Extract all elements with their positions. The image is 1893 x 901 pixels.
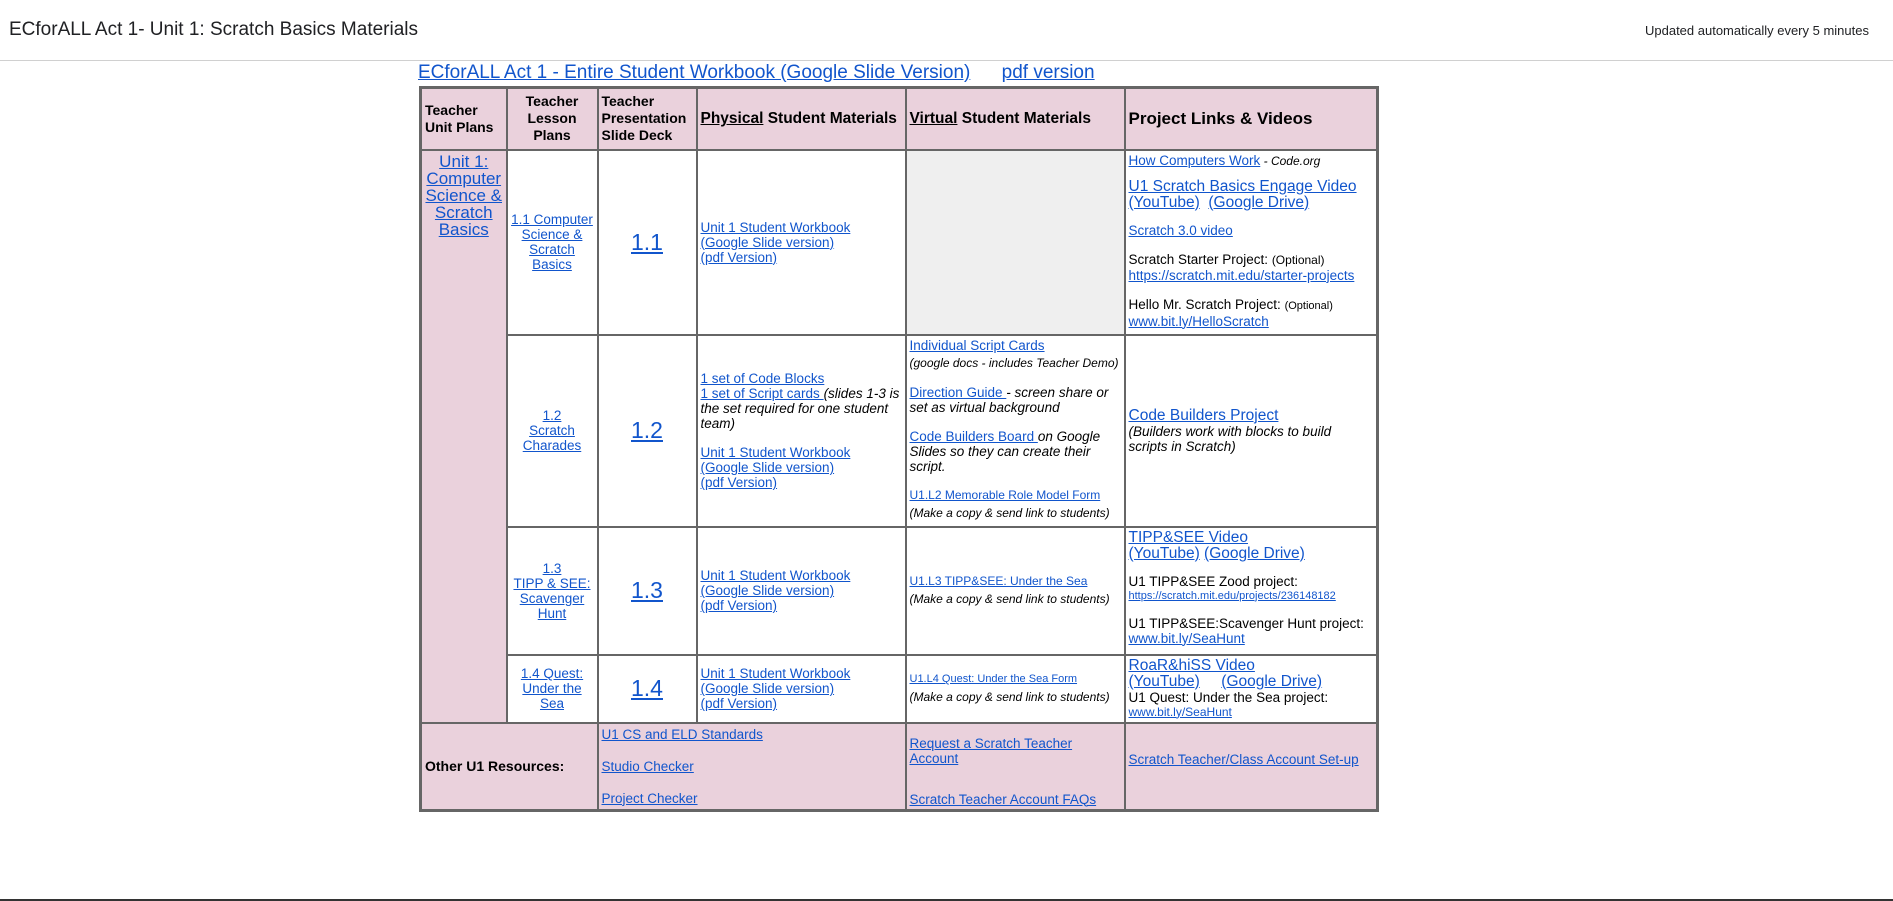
lesson-number: 1.3 — [542, 560, 562, 576]
setup-cell — [1125, 723, 1378, 811]
header-unit-plans: Teacher Unit Plans — [421, 88, 507, 150]
code-builders-board-link[interactable]: Code Builders Board — [909, 428, 1038, 444]
workbook-pdf-link[interactable]: (pdf Version) — [700, 249, 778, 265]
slide-1-2-link[interactable]: 1.2 — [631, 417, 663, 443]
lesson-cell — [507, 150, 598, 335]
virtual-cell-empty — [906, 150, 1125, 335]
virtual-cell — [906, 335, 1125, 527]
optional-label: (Optional) — [1284, 299, 1333, 312]
page-title: ECforALL Act 1- Unit 1: Scratch Basics Materials — [9, 19, 419, 40]
account-setup-link[interactable]: Scratch Teacher/Class Account Set-up — [1128, 751, 1359, 767]
materials-table — [419, 86, 1379, 812]
account-cell — [906, 723, 1125, 811]
virtual-cell — [906, 527, 1125, 655]
slide-1-4-link[interactable]: 1.4 — [631, 675, 663, 701]
projects-cell — [1125, 655, 1378, 723]
lesson-cell — [507, 335, 598, 527]
pdf-version-link[interactable]: pdf version — [1001, 62, 1095, 83]
sea-hunt-link[interactable]: www.bit.ly/SeaHunt — [1128, 630, 1245, 646]
copy-note: (Make a copy & send link to students) — [909, 592, 1110, 606]
header-lesson-plans: Teacher Lesson Plans — [507, 88, 598, 150]
hello-scratch-link[interactable]: www.bit.ly/HelloScratch — [1128, 313, 1269, 329]
physical-cell — [697, 150, 906, 335]
script-cards-note: (google docs - includes Teacher Demo) — [909, 355, 1119, 370]
project-checker-link[interactable]: Project Checker — [601, 790, 698, 806]
workbook-link[interactable]: Unit 1 Student Workbook — [700, 666, 851, 681]
hello-label: Hello Mr. Scratch Project: — [1128, 296, 1285, 312]
sea-hunt-link[interactable]: www.bit.ly/SeaHunt — [1128, 704, 1232, 719]
lesson-1-1-link[interactable]: 1.1 Computer Science & Scratch Basics — [511, 212, 593, 272]
table-row — [421, 527, 1378, 655]
lesson-1-3-link[interactable] — [513, 561, 590, 621]
unit-plan-cell — [421, 150, 507, 723]
top-bar — [0, 0, 1893, 61]
physical-cell — [697, 527, 906, 655]
header-physical — [697, 88, 906, 150]
workbook-pdf-link[interactable]: (pdf Version) — [700, 598, 778, 613]
table-row — [421, 150, 1378, 335]
starter-label: Scratch Starter Project: — [1128, 251, 1272, 267]
workbook-link[interactable]: Unit 1 Student Workbook — [700, 568, 851, 583]
roarhiss-video-link[interactable]: RoaR&hiSS Video — [1128, 656, 1255, 674]
slide-cell — [598, 150, 697, 335]
account-faqs-link[interactable]: Scratch Teacher Account FAQs — [909, 791, 1097, 807]
virtual-suffix: Student Materials — [957, 110, 1091, 128]
code-blocks-link[interactable]: 1 set of Code Blocks — [700, 371, 825, 386]
board-note: on Google Slides so they can create their script. — [909, 428, 1101, 474]
engage-video-link[interactable]: U1 Scratch Basics Engage Video — [1128, 177, 1357, 195]
resources-cell — [598, 723, 906, 811]
lesson-cell — [507, 655, 598, 723]
footer-row — [421, 723, 1378, 811]
other-resources-label: Other U1 Resources: — [421, 723, 598, 811]
scratch-3-video-link[interactable]: Scratch 3.0 video — [1128, 222, 1233, 238]
lesson-number: 1.2 — [542, 408, 562, 423]
role-model-form-link[interactable]: U1.L2 Memorable Role Model Form — [909, 487, 1101, 502]
unit-1-link[interactable]: Unit 1: Computer Science & Scratch Basics — [425, 151, 503, 239]
google-drive-link[interactable]: (Google Drive) — [1208, 193, 1310, 211]
header-virtual — [906, 88, 1125, 150]
physical-cell — [697, 335, 906, 527]
how-computers-work-link[interactable]: How Computers Work — [1128, 152, 1261, 168]
slide-cell — [598, 335, 697, 527]
code-builders-note: (Builders work with blocks to build scripts in Scratch) — [1128, 423, 1332, 454]
header-projects: Project Links & Videos — [1125, 88, 1378, 150]
individual-script-cards-link[interactable]: Individual Script Cards — [909, 337, 1045, 353]
physical-suffix: Student Materials — [763, 110, 897, 128]
slide-1-3-link[interactable]: 1.3 — [631, 577, 663, 603]
youtube-link[interactable]: (YouTube) — [1128, 672, 1200, 690]
request-account-link[interactable]: Request a Scratch Teacher Account — [909, 735, 1073, 766]
workbook-slides-link[interactable]: (Google Slide version) — [700, 234, 835, 250]
lesson-title: TIPP & SEE: Scavenger Hunt — [513, 575, 591, 621]
workbook-link[interactable]: Unit 1 Student Workbook — [700, 219, 851, 235]
optional-label: (Optional) — [1271, 252, 1325, 267]
table-row — [421, 335, 1378, 527]
tipp-see-video-link[interactable]: TIPP&SEE Video — [1128, 528, 1248, 546]
projects-cell — [1125, 527, 1378, 655]
hunt-label: U1 TIPP&SEE:Scavenger Hunt project: — [1128, 615, 1364, 631]
google-drive-link[interactable]: (Google Drive) — [1221, 672, 1323, 690]
top-links — [418, 62, 1121, 83]
studio-checker-link[interactable]: Studio Checker — [601, 758, 694, 774]
direction-note: - screen share or set as virtual background — [909, 384, 1109, 415]
header-slide-deck: Teacher Presentation Slide Deck — [598, 88, 697, 150]
source-text: - Code.org — [1260, 153, 1321, 168]
physical-label: Physical — [700, 110, 764, 128]
google-drive-link[interactable]: (Google Drive) — [1204, 544, 1305, 562]
workbook-pdf-link[interactable]: (pdf Version) — [700, 475, 778, 490]
code-builders-project-link[interactable]: Code Builders Project — [1128, 406, 1279, 424]
workbook-slides-link[interactable]: (Google Slide version) — [700, 681, 835, 696]
standards-link[interactable]: U1 CS and ELD Standards — [601, 726, 763, 742]
youtube-link[interactable]: (YouTube) — [1128, 193, 1200, 211]
quest-label: U1 Quest: Under the Sea project: — [1128, 689, 1329, 705]
slide-1-1-link[interactable]: 1.1 — [631, 228, 663, 255]
quest-form-link[interactable]: U1.L4 Quest: Under the Sea Form — [909, 673, 1078, 685]
youtube-link[interactable]: (YouTube) — [1128, 544, 1200, 562]
slide-cell — [598, 527, 697, 655]
lesson-1-2-link[interactable] — [523, 408, 582, 453]
lesson-cell — [507, 527, 598, 655]
update-notice: Updated automatically every 5 minutes — [1644, 23, 1869, 38]
form-note: (Make a copy & send link to students) — [909, 505, 1110, 520]
workbook-link[interactable]: Unit 1 Student Workbook — [700, 445, 851, 460]
header-row — [421, 88, 1378, 150]
lesson-title: Scratch Charades — [522, 423, 582, 453]
workbook-slides-link[interactable]: (Google Slide version) — [700, 583, 835, 598]
workbook-pdf-link[interactable]: (pdf Version) — [700, 696, 778, 711]
direction-guide-link[interactable]: Direction Guide — [909, 384, 1007, 400]
zood-project-link[interactable]: https://scratch.mit.edu/projects/236148182 — [1128, 589, 1336, 602]
copy-note: (Make a copy & send link to students) — [909, 690, 1110, 704]
lesson-1-4-link[interactable]: 1.4 Quest: Under the Sea — [520, 666, 584, 711]
tipp-see-under-sea-link[interactable]: U1.L3 TIPP&SEE: Under the Sea — [909, 574, 1088, 588]
workbook-slides-link[interactable]: (Google Slide version) — [700, 460, 835, 475]
projects-cell — [1125, 150, 1378, 335]
virtual-label: Virtual — [909, 110, 958, 128]
script-cards-link[interactable]: 1 set of Script cards — [700, 386, 824, 401]
entire-workbook-link[interactable]: ECforALL Act 1 - Entire Student Workbook (Google Slide Version) — [418, 62, 971, 83]
physical-cell — [697, 655, 906, 723]
zood-label: U1 TIPP&SEE Zood project: — [1128, 573, 1298, 589]
script-cards-note: (slides 1-3 is the set required for one student team) — [700, 386, 900, 431]
projects-cell — [1125, 335, 1378, 527]
slide-cell — [598, 655, 697, 723]
table-row — [421, 655, 1378, 723]
virtual-cell — [906, 655, 1125, 723]
starter-projects-link[interactable]: https://scratch.mit.edu/starter-projects — [1128, 267, 1355, 283]
